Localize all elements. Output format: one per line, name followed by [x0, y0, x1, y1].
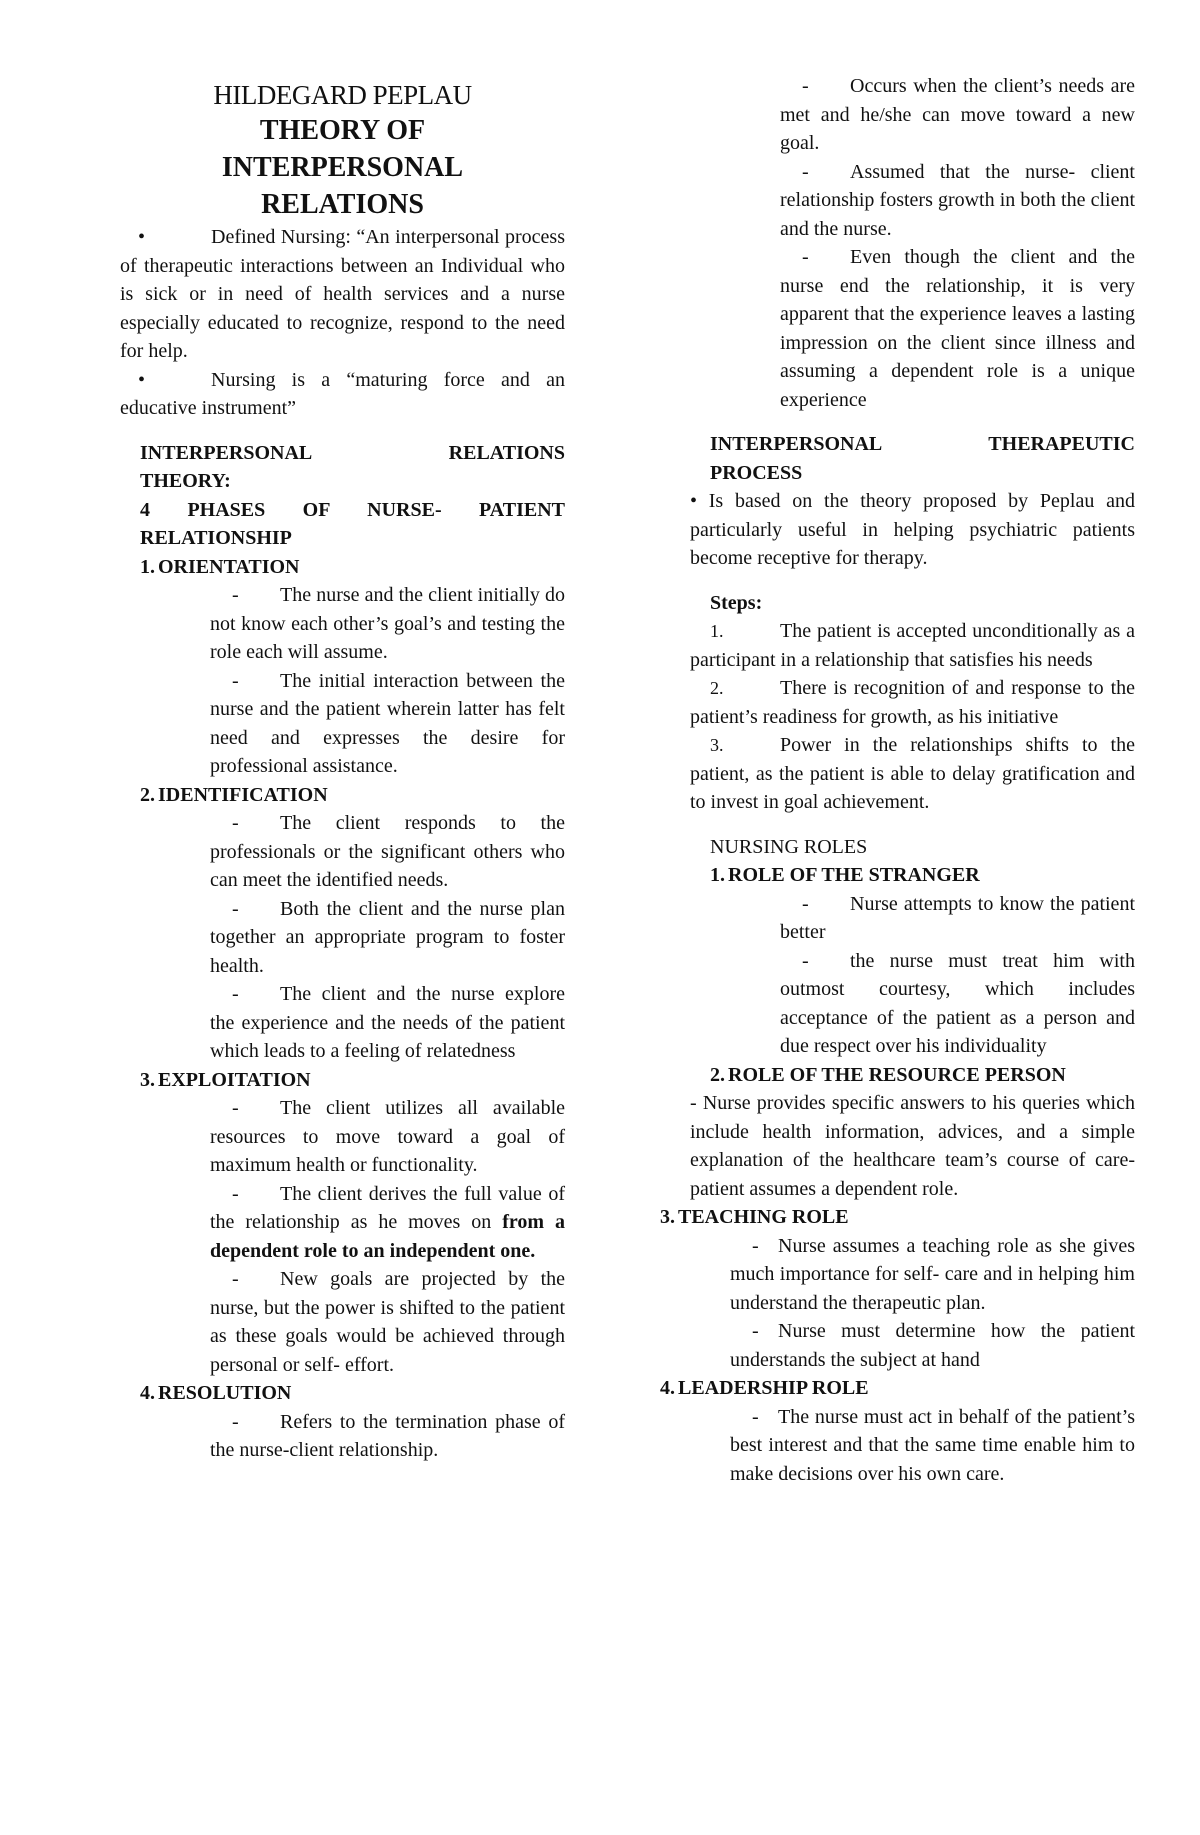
- dash-symbol: -: [232, 812, 239, 834]
- dash-symbol: -: [232, 584, 239, 606]
- leadership-item-1-text: The nurse must act in behalf of the patient’s best interest and that the same time enable him to make decisions over his own care.: [730, 1405, 1135, 1485]
- right-column: [660, 72, 1135, 1488]
- identification-item-2: [210, 895, 565, 981]
- phase-number: 2.: [140, 783, 155, 806]
- dash-symbol: -: [232, 1410, 239, 1433]
- dash-symbol: -: [752, 1405, 759, 1428]
- orientation-item-1: [210, 581, 565, 667]
- resolution-item-1: [210, 1408, 565, 1465]
- phase-orientation-heading: [140, 553, 565, 582]
- resolution-item-2-text: Occurs when the client’s needs are met and he/she can move toward a new goal.: [780, 75, 1135, 154]
- nursing-roles-heading: NURSING ROLES: [710, 835, 868, 858]
- exploitation-item-1-text: The client utilizes all available resources to move toward a goal of maximum health or functionality.: [210, 1097, 565, 1176]
- therapeutic-description: • Is based on the theory proposed by Peplau and particularly useful in helping psychiatric patients become receptive for therapy.: [690, 490, 1135, 569]
- phase-number: 4.: [140, 1382, 155, 1404]
- identification-item-3: [210, 980, 565, 1066]
- role-name: ROLE OF THE RESOURCE PERSON: [728, 1063, 1066, 1086]
- theory-heading-word-2: RELATIONS: [448, 441, 565, 464]
- teaching-item-1-text: Nurse assumes a teaching role as she gives much importance for self- care and in helping him understand the therapeutic plan.: [730, 1234, 1135, 1314]
- left-column: [120, 78, 565, 1465]
- bullet-symbol: •: [138, 368, 146, 391]
- therapeutic-section: [690, 430, 1135, 817]
- steps-label: Steps:: [710, 591, 763, 614]
- intro-bullet-2: [120, 366, 565, 423]
- theory-heading-line-2: THEORY:: [140, 470, 231, 492]
- resolution-item-3: [780, 158, 1135, 244]
- identification-item-1-text: The client responds to the professionals or the significant others who can meet the identified needs.: [210, 812, 565, 891]
- intro-bullet-1-text: Defined Nursing: “An interpersonal process of therapeutic interactions between an Individual who is sick or in need of health services and a nurse especially educated to recognize, respond to the need for help.: [120, 226, 565, 362]
- therapeutic-heading-line-2: PROCESS: [710, 461, 803, 484]
- step-3: [690, 731, 1135, 817]
- resource-person-text: - Nurse provides specific answers to his queries which include health information, advices, and a simple explanation of the healthcare team’s course of care-patient assumes a dependent role.: [690, 1092, 1135, 1200]
- step-2: [690, 674, 1135, 731]
- dash-symbol: -: [802, 949, 809, 972]
- phase-name: IDENTIFICATION: [158, 783, 328, 806]
- nursing-roles-section: [660, 833, 1135, 1489]
- dash-symbol: -: [752, 1234, 759, 1257]
- orientation-item-1-text: The nurse and the client initially do not know each other’s goal’s and testing the role each will assume.: [210, 584, 565, 663]
- role-name: LEADERSHIP ROLE: [678, 1377, 869, 1399]
- role-number: 4.: [660, 1377, 675, 1399]
- resolution-item-1-text: Refers to the termination phase of the nurse-client relationship.: [210, 1410, 565, 1461]
- dash-symbol: -: [802, 75, 809, 97]
- step-number: 3.: [710, 735, 724, 755]
- dash-symbol: -: [232, 897, 239, 920]
- phase-name: ORIENTATION: [158, 555, 300, 578]
- phase-exploitation-heading: [140, 1066, 565, 1095]
- title-author: HILDEGARD PEPLAU: [213, 80, 472, 110]
- intro-bullet-2-text: Nursing is a “maturing force and an educative instrument”: [120, 368, 565, 419]
- therapeutic-heading-word-2: THERAPEUTIC: [988, 433, 1135, 455]
- exploitation-item-2-text: The client derives the full value of the relationship as he moves on: [210, 1182, 565, 1233]
- role-number: 1.: [710, 864, 725, 886]
- phases-heading-line-2: RELATIONSHIP: [140, 527, 292, 549]
- title-line-3: INTERPERSONAL: [221, 152, 464, 183]
- bullet-symbol: •: [138, 226, 146, 248]
- exploitation-item-3: [210, 1265, 565, 1379]
- orientation-item-2: [210, 667, 565, 781]
- step-3-text: Power in the relationships shifts to the patient, as the patient is able to delay gratification and to invest in goal achievement.: [690, 734, 1135, 813]
- role-number: 3.: [660, 1206, 675, 1228]
- dash-symbol: -: [232, 669, 239, 692]
- title-line-2: THEORY OF: [259, 115, 426, 146]
- dash-symbol: -: [802, 246, 809, 268]
- therapeutic-heading-line-1: [710, 430, 1135, 459]
- stranger-item-2: [780, 947, 1135, 1061]
- resolution-item-3-text: Assumed that the nurse- client relationship fosters growth in both the client and the nurse.: [780, 160, 1135, 240]
- theory-heading-line-1: [140, 439, 565, 468]
- role-resource-person-heading: [690, 1061, 1135, 1090]
- step-number: 1.: [710, 621, 724, 641]
- dash-symbol: -: [232, 1182, 239, 1205]
- stranger-item-1-text: Nurse attempts to know the patient better: [780, 892, 1135, 943]
- identification-item-3-text: The client and the nurse explore the experience and the needs of the patient which leads to a feeling of relatedness: [210, 983, 565, 1062]
- step-1: [690, 617, 1135, 674]
- identification-item-2-text: Both the client and the nurse plan together an appropriate program to foster health.: [210, 897, 565, 977]
- role-stranger-heading: [690, 861, 1135, 890]
- resolution-item-4-text: Even though the client and the nurse end the relationship, it is very apparent that the experience leaves a lasting impression on the client since illness and assuming a dependent role is a unique experience: [780, 246, 1135, 411]
- teaching-item-2-text: Nurse must determine how the patient understands the subject at hand: [730, 1320, 1135, 1371]
- teaching-item-1: [730, 1232, 1135, 1318]
- identification-item-1: [210, 809, 565, 895]
- theory-heading-word-1: INTERPERSONAL: [140, 441, 312, 464]
- phases-heading-line-1: 4 PHASES OF NURSE- PATIENT: [140, 498, 565, 521]
- intro-bullet-1: [120, 223, 565, 366]
- dash-symbol: -: [752, 1320, 759, 1342]
- phase-identification-heading: [140, 781, 565, 810]
- dash-symbol: -: [232, 1268, 239, 1290]
- step-number: 2.: [710, 678, 724, 698]
- step-1-text: The patient is accepted unconditionally as a participant in a relationship that satisfies his needs: [690, 620, 1135, 671]
- dash-symbol: -: [802, 892, 809, 915]
- dash-symbol: -: [232, 983, 239, 1005]
- phase-number: 3.: [140, 1068, 155, 1091]
- stranger-item-1: [780, 890, 1135, 947]
- title-line-4: RELATIONS: [261, 189, 424, 220]
- step-2-text: There is recognition of and response to the patient’s readiness for growth, as his initiative: [690, 677, 1135, 728]
- role-leadership-heading: [660, 1374, 1135, 1403]
- resolution-item-4: [780, 243, 1135, 414]
- theory-section: [120, 439, 565, 1465]
- resolution-item-2: [780, 72, 1135, 158]
- exploitation-item-3-text: New goals are projected by the nurse, but the power is shifted to the patient as these goals would be achieved through personal or self- effort.: [210, 1268, 565, 1376]
- role-name: TEACHING ROLE: [678, 1206, 849, 1228]
- teaching-item-2: [730, 1317, 1135, 1374]
- role-name: ROLE OF THE STRANGER: [728, 864, 980, 886]
- dash-symbol: -: [802, 160, 809, 183]
- role-number: 2.: [710, 1063, 725, 1086]
- phase-name: EXPLOITATION: [158, 1068, 311, 1091]
- role-teaching-heading: [660, 1203, 1135, 1232]
- phase-resolution-heading: [140, 1379, 565, 1408]
- resolution-continued: [690, 72, 1135, 414]
- exploitation-item-2: [210, 1180, 565, 1266]
- document-title: [120, 78, 565, 223]
- leadership-item-1: [730, 1403, 1135, 1489]
- exploitation-item-2-bold-text: from a dependent role to an independent one.: [210, 1211, 565, 1262]
- phase-name: RESOLUTION: [158, 1382, 292, 1404]
- therapeutic-heading-word-1: INTERPERSONAL: [710, 433, 882, 455]
- dash-symbol: -: [232, 1097, 239, 1119]
- orientation-item-2-text: The initial interaction between the nurse and the patient wherein latter has felt need and expresses the desire for professional assistance.: [210, 669, 565, 777]
- phase-number: 1.: [140, 555, 155, 578]
- stranger-item-2-text: the nurse must treat him with outmost courtesy, which includes acceptance of the patient as a person and due respect over his individuality: [780, 949, 1135, 1057]
- exploitation-item-1: [210, 1094, 565, 1180]
